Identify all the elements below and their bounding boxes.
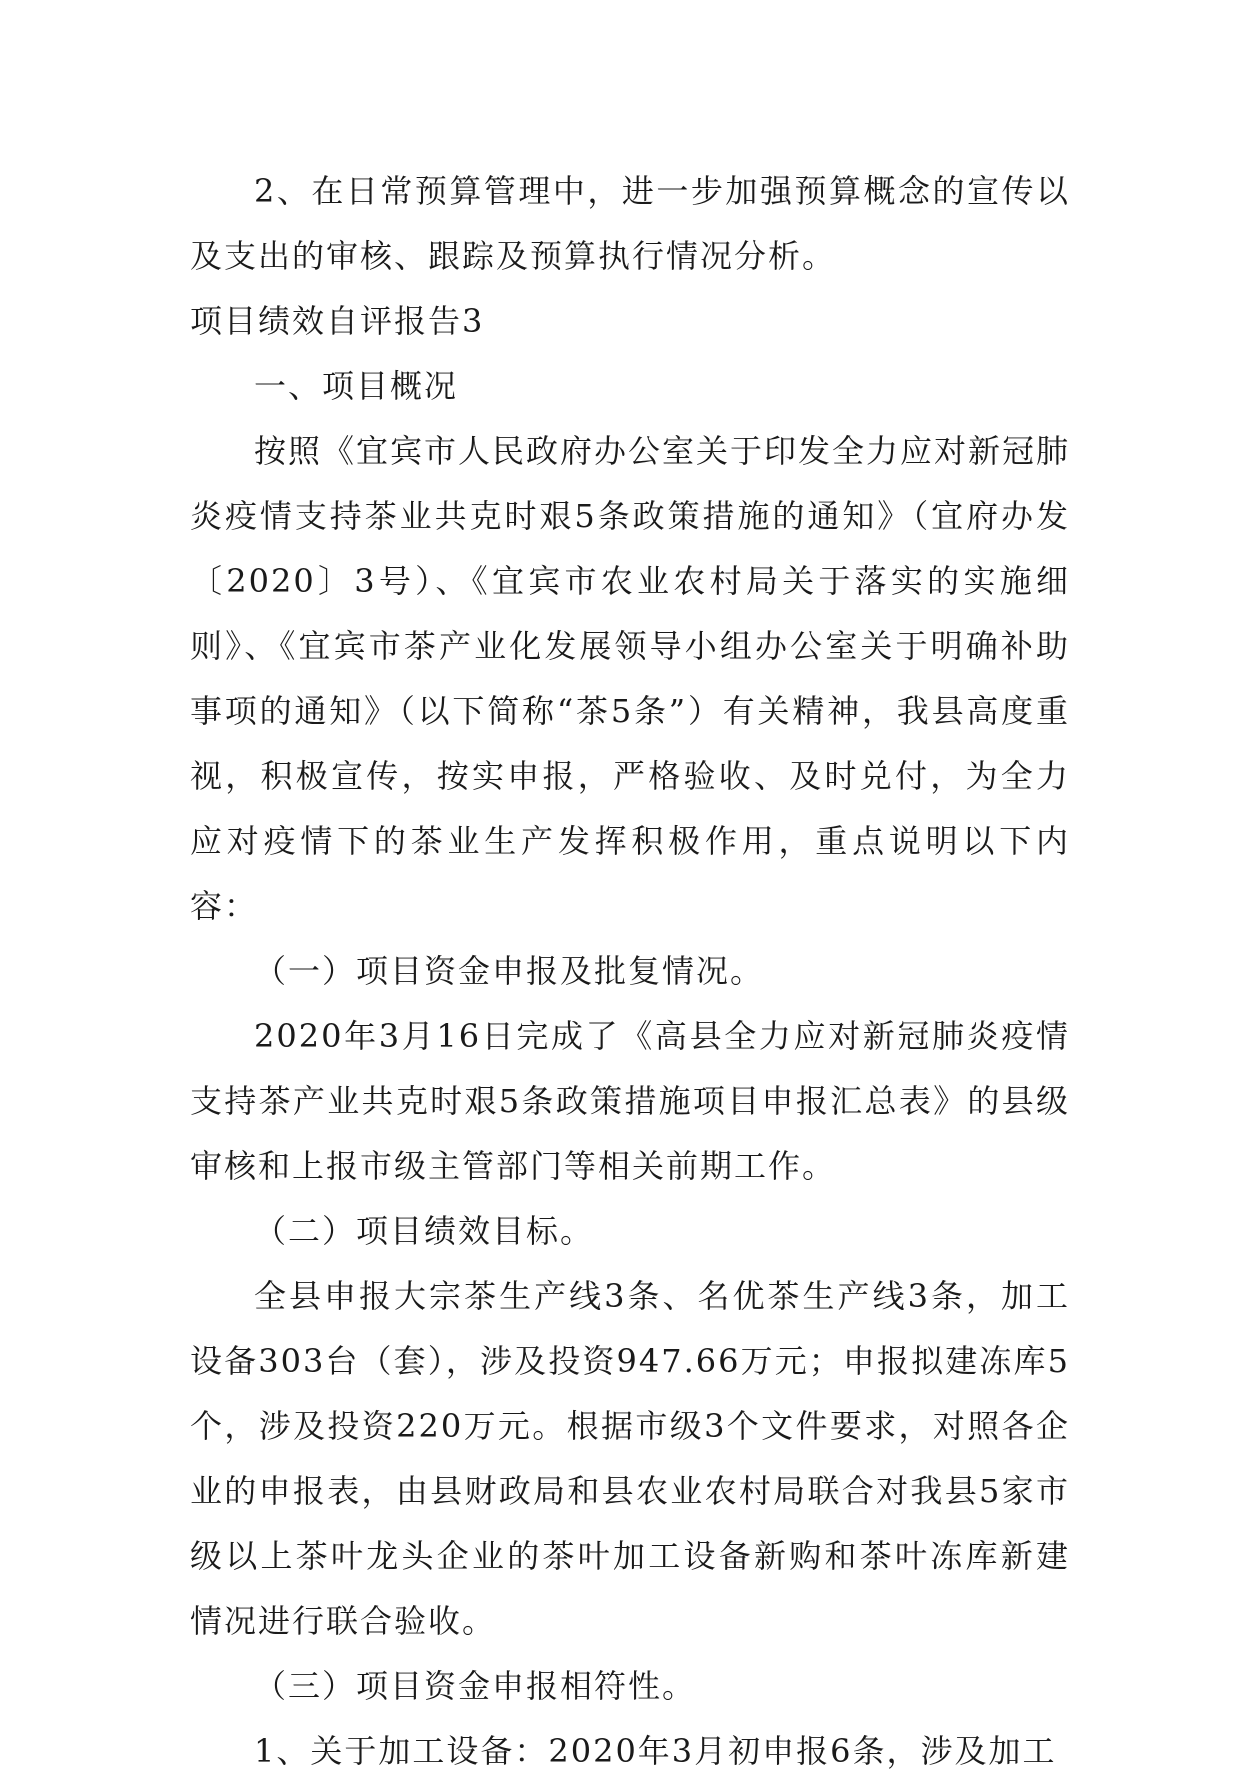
paragraph-declared-equipment: 全县申报大宗茶生产线3条、名优茶生产线3条，加工设备303台（套），涉及投资947.66万元；申报拟建冻库5个，涉及投资220万元。根据市级3个文件要求，对照各企业的申报表，由县财政局和县农业农村局联合对我县5家市级以上茶叶龙头企业的茶叶加工设备新购和茶叶冻库新建情况进行联合验收。 <box>190 1277 1070 1640</box>
paragraph-processing-equipment: 1、关于加工设备：2020年3月初申报6条，涉及加工 <box>254 1732 1057 1770</box>
document-body <box>190 159 1070 1784</box>
report-heading: 项目绩效自评报告3 <box>190 302 485 340</box>
paragraph-application-completion: 2020年3月16日完成了《高县全力应对新冠肺炎疫情支持茶产业共克时艰5条政策措施项目申报汇总表》的县级审核和上报市级主管部门等相关前期工作。 <box>190 1017 1070 1185</box>
subsection-heading-funding-conformity: （三）项目资金申报相符性。 <box>254 1667 697 1705</box>
section-heading-overview: 一、项目概况 <box>254 367 459 405</box>
paragraph-budget-management: 2、在日常预算管理中，进一步加强预算概念的宣传以及支出的审核、跟踪及预算执行情况分析。 <box>190 172 1070 275</box>
paragraph-policy-basis: 按照《宜宾市人民政府办公室关于印发全力应对新冠肺炎疫情支持茶业共克时艰5条政策措施的通知》（宜府办发〔2020〕3号）、《宜宾市农业农村局关于落实的实施细则》、《宜宾市茶产业化发展领导小组办公室关于明确补助事项的通知》（以下简称“茶5条”）有关精神，我县高度重视，积极宣传，按实申报，严格验收、及时兑付，为全力应对疫情下的茶业生产发挥积极作用，重点说明以下内容： <box>190 432 1071 925</box>
subsection-heading-funding-application: （一）项目资金申报及批复情况。 <box>254 952 765 990</box>
subsection-heading-performance-goals: （二）项目绩效目标。 <box>254 1212 595 1250</box>
